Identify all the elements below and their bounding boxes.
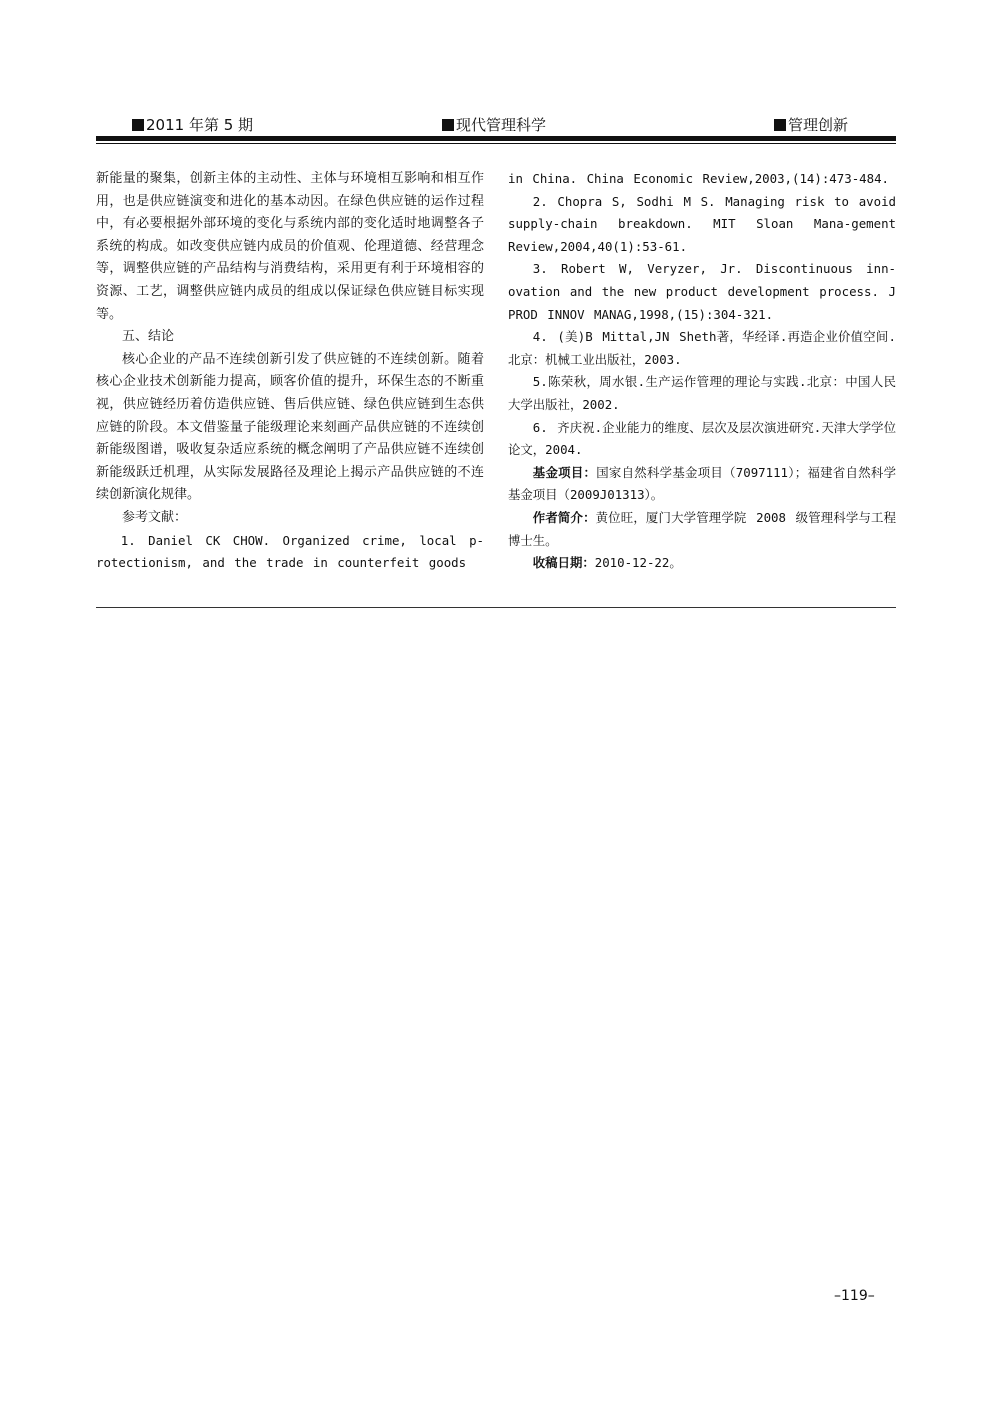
fund-note (508, 462, 896, 507)
references-heading: 参考文献： (122, 509, 188, 525)
header-rule-thin (96, 143, 896, 144)
author-note (508, 507, 896, 552)
reference-item: 3. Robert W, Veryzer, Jr. Discontinuous inn-ovation and the new product development process. J PROD INNOV MANAG,1998,(15):304-321. (508, 261, 896, 322)
left-column (96, 168, 484, 575)
received-text: 2010-12-22。 (594, 555, 682, 571)
square-bullet-icon (774, 119, 786, 131)
reference-item: 1. Daniel CK CHOW. Organized crime, local p-rotectionism, and the trade in counterfeit goods (96, 532, 484, 571)
section-heading: 五、结论 (122, 329, 175, 345)
author-text: 黄位旺，厦门大学管理学院 2008 级管理科学与工程博士生。 (508, 509, 897, 548)
header-journal: 现代管理科学 (442, 114, 546, 135)
content-end-rule (96, 607, 896, 608)
received-label: 收稿日期： (532, 555, 595, 571)
reference-item: 5.陈荣秋，周水银.生产运作管理的理论与实践.北京：中国人民大学出版社，2002. (508, 374, 896, 412)
reference-item: 6. 齐庆祝.企业能力的维度、层次及层次演进研究.天津大学学位论文，2004. (508, 419, 896, 458)
fund-label: 基金项目： (532, 464, 597, 480)
right-column (508, 168, 896, 575)
body-paragraph: 新能量的聚集，创新主体的主动性、主体与环境相互影响和相互作用，也是供应链演变和进化的基本动因。在绿色供应链的运作过程中，有必要根据外部环境的变化与系统内部的变化适时地调整各子系统的构成。如改变供应链内成员的价值观、伦理道德、经营理念等，调整供应链的产品结构与消费结构，采用更有利于环境相容的资源、工艺，调整供应链内成员的组成以保证绿色供应链目标实现等。 (96, 171, 484, 322)
reference-item: in China. China Economic Review,2003,(14):473-484. (508, 171, 889, 186)
received-note (508, 552, 896, 575)
body-paragraph: 核心企业的产品不连续创新引发了供应链的不连续创新。随着核心企业技术创新能力提高，顾客价值的提升，环保生态的不断重视，供应链经历着仿造供应链、售后供应链、绿色供应链到生态供应链的阶段。本文借鉴量子能级理论来刻画产品供应链的不连续创新能级图谱，吸收复杂适应系统的概念阐明了产品供应链不连续创新能级跃迁机理，从实际发展路径及理论上揭示产品供应链的不连续创新演化规律。 (96, 351, 484, 503)
running-header (96, 110, 896, 134)
header-section: 管理创新 (774, 114, 848, 135)
fund-text: 国家自然科学基金项目（7097111）；福建省自然科学基金项目（2009J01313）。 (508, 464, 896, 503)
header-issue: 2011 年第 5 期 (132, 114, 253, 135)
square-bullet-icon (442, 119, 454, 131)
square-bullet-icon (132, 119, 144, 131)
author-label: 作者简介： (532, 509, 596, 525)
page-number: –119– (834, 1288, 875, 1304)
reference-item: 2. Chopra S, Sodhi M S. Managing risk to avoid supply-chain breakdown. MIT Sloan Mana-gement Review,2004,40(1):53-61. (508, 193, 896, 254)
reference-item: 4. (美)B Mittal,JN Sheth著，华经译.再造企业价值空间.北京：机械工业出版社，2003. (508, 329, 896, 367)
header-rule-thick (96, 136, 896, 141)
